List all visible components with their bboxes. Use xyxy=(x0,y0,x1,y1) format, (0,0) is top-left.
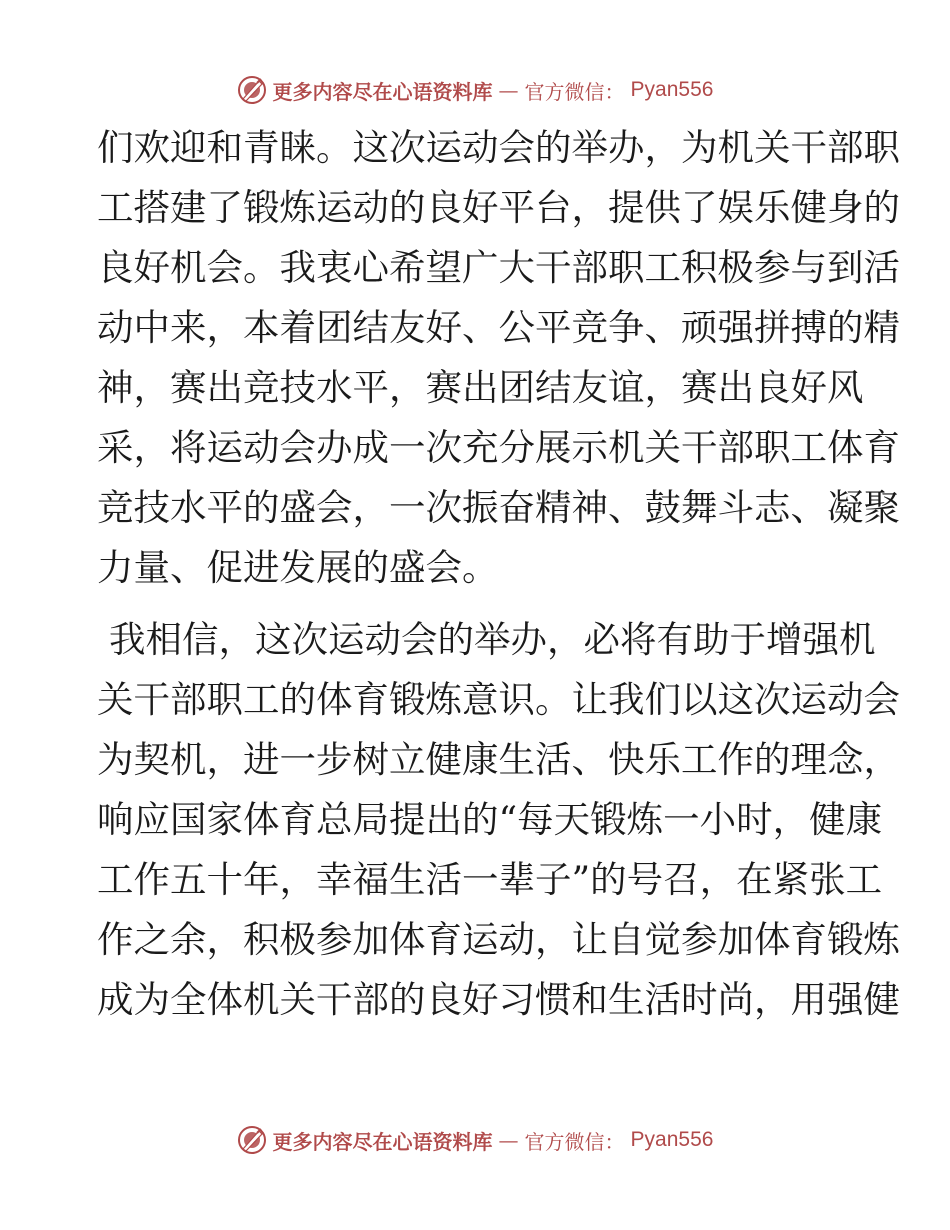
text-line: 神，赛出竞技水平，赛出团结友谊，赛出良好风 xyxy=(97,366,864,409)
footer-banner xyxy=(0,1122,950,1158)
paragraph-2 xyxy=(97,610,900,1030)
text-line: 作之余，积极参加体育运动，让自觉参加体育锻炼 xyxy=(97,918,900,961)
wechat-label: 官方微信： xyxy=(524,79,625,104)
wechat-label: 官方微信： xyxy=(524,1129,625,1154)
text-line: 成为全体机关干部的良好习惯和生活时尚，用强健 xyxy=(97,978,900,1021)
quill-logo-icon xyxy=(237,75,267,105)
header-banner xyxy=(0,72,950,108)
text-line: 工搭建了锻炼运动的良好平台，提供了娱乐健身的 xyxy=(97,186,900,229)
wechat-id: Pyan556 xyxy=(630,1128,714,1151)
separator-dash: — xyxy=(498,78,519,102)
paragraph-1 xyxy=(97,118,900,598)
text-line: 关干部职工的体育锻炼意识。让我们以这次运动会 xyxy=(97,678,900,721)
text-line: 力量、促进发展的盛会。 xyxy=(97,546,499,589)
paragraph-gap xyxy=(97,598,857,610)
text-line: 我相信，这次运动会的举办，必将有助于增强机 xyxy=(109,618,876,661)
document-body xyxy=(97,118,900,1030)
promo-text: 更多内容尽在心语资料库 xyxy=(272,1129,493,1154)
text-line: 动中来，本着团结友好、公平竞争、顽强拼搏的精 xyxy=(97,306,900,349)
separator-dash: — xyxy=(498,1128,519,1152)
text-line: 良好机会。我衷心希望广大干部职工积极参与到活 xyxy=(97,246,900,289)
wechat-id: Pyan556 xyxy=(630,78,714,101)
text-line: 采，将运动会办成一次充分展示机关干部职工体育 xyxy=(97,426,900,469)
quill-logo-icon xyxy=(237,1125,267,1155)
text-line: 竞技水平的盛会，一次振奋精神、鼓舞斗志、凝聚 xyxy=(97,486,900,529)
text-line: 工作五十年，幸福生活一辈子”的号召，在紧张工 xyxy=(97,858,883,901)
promo-text: 更多内容尽在心语资料库 xyxy=(272,79,493,104)
text-line: 响应国家体育总局提出的“每天锻炼一小时，健康 xyxy=(97,798,883,841)
text-line: 为契机，进一步树立健康生活、快乐工作的理念， xyxy=(97,738,900,781)
text-line: 们欢迎和青睐。这次运动会的举办，为机关干部职 xyxy=(97,126,900,169)
